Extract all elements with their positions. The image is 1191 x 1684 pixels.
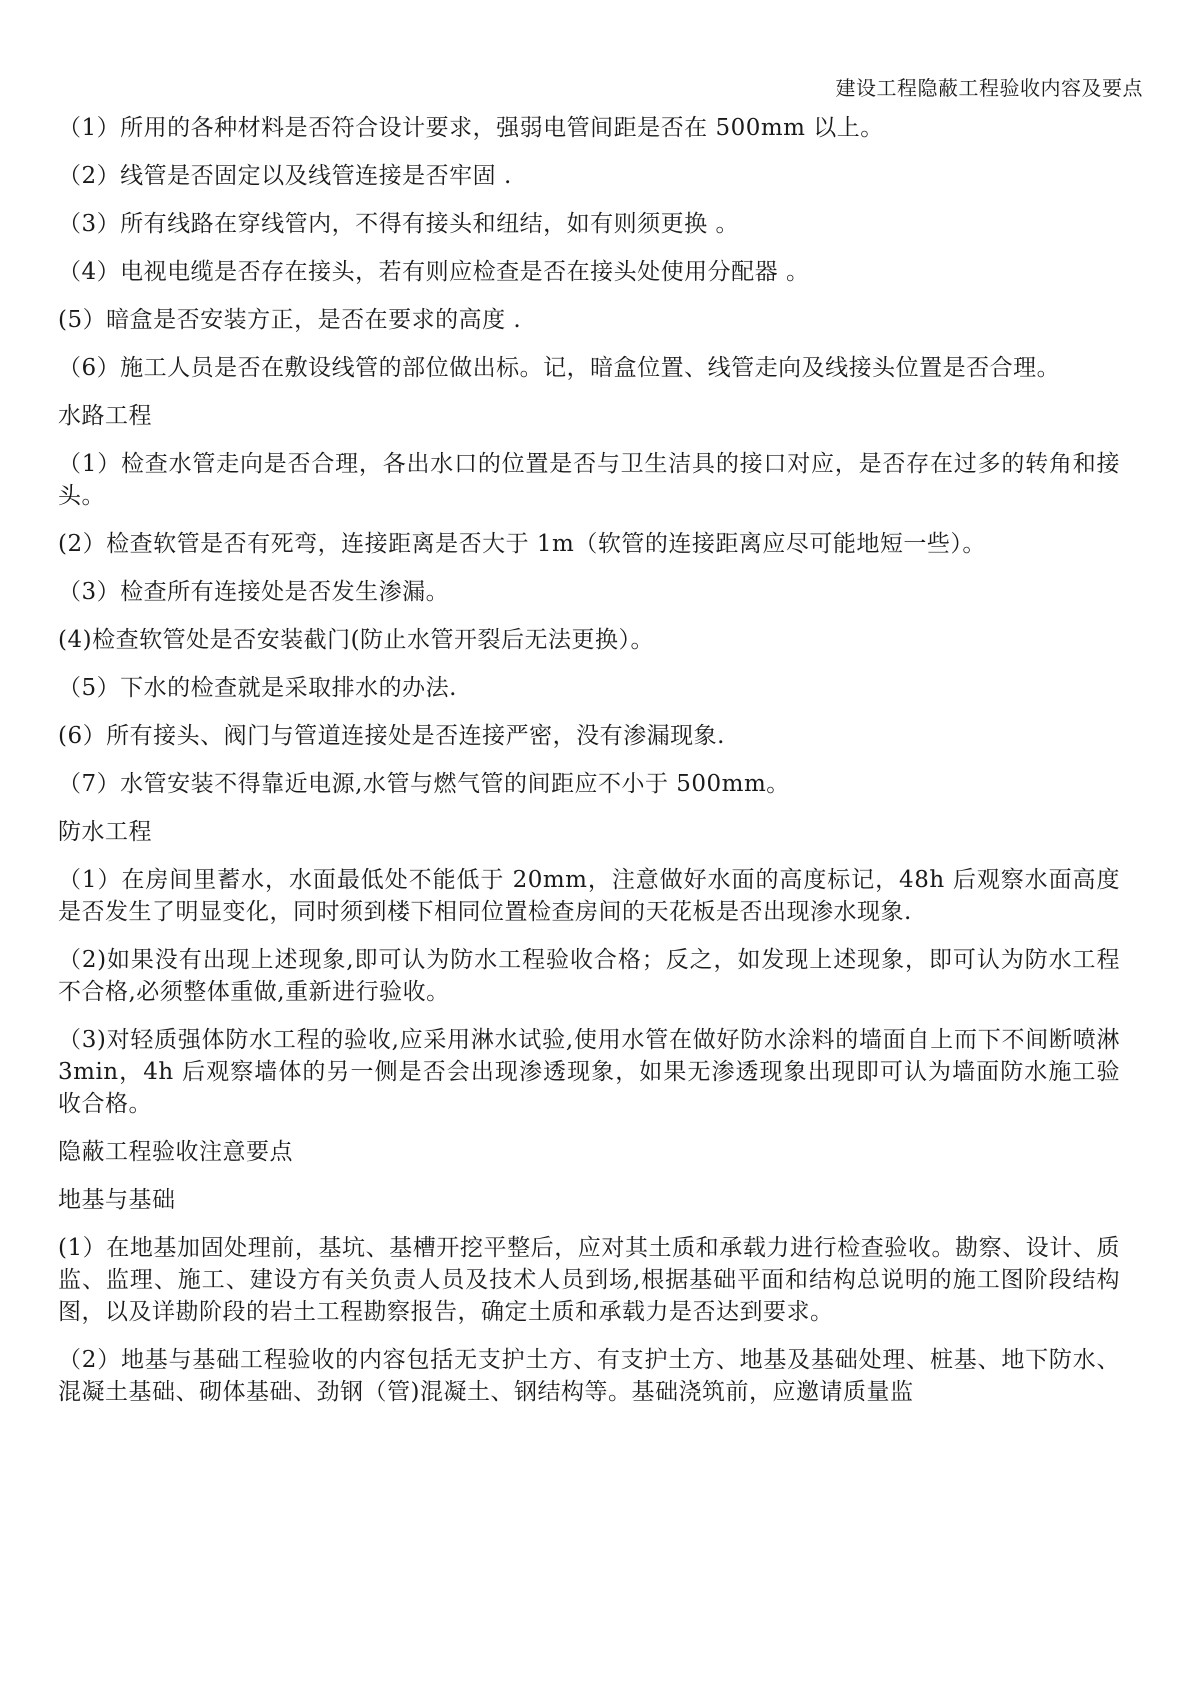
paragraph-plumbing-1: （1）检查水管走向是否合理，各出水口的位置是否与卫生洁具的接口对应，是否存在过多的转角和接头。 [58, 451, 1120, 509]
paragraph-electrical-5: (5）暗盒是否安装方正，是否在要求的高度 . [58, 307, 522, 333]
paragraph-plumbing-7: （7）水管安装不得靠近电源,水管与燃气管的间距应不小于 500mm。 [58, 771, 790, 797]
paragraph-waterproofing-3: （3)对轻质强体防水工程的验收,应采用淋水试验,使用水管在做好防水涂料的墙面自上而下不间断喷淋 3min，4h 后观察墙体的另一侧是否会出现渗透现象，如果无渗透现象出现即可认为墙面防水施工验收合格。 [58, 1027, 1120, 1117]
paragraph-electrical-4: （4）电视电缆是否存在接头，若有则应检查是否在接头处使用分配器 。 [58, 259, 810, 285]
paragraph-plumbing-5: （5）下水的检查就是采取排水的办法. [58, 675, 457, 701]
paragraph-foundation-1: (1）在地基加固处理前，基坑、基槽开挖平整后，应对其土质和承载力进行检查验收。勘察、设计、质监、监理、施工、建设方有关负责人员及技术人员到场,根据基础平面和结构总说明的施工图阶段结构图，以及详勘阶段的岩土工程勘察报告，确定土质和承载力是否达到要求。 [58, 1235, 1120, 1325]
section-heading-foundation: 地基与基础 [58, 1187, 176, 1213]
paragraph-plumbing-2: (2）检查软管是否有死弯，连接距离是否大于 1m（软管的连接距离应尽可能地短一些）。 [58, 531, 986, 557]
section-heading-key-points: 隐蔽工程验收注意要点 [58, 1139, 293, 1165]
paragraph-waterproofing-1: （1）在房间里蓄水，水面最低处不能低于 20mm，注意做好水面的高度标记，48h 后观察水面高度是否发生了明显变化，同时须到楼下相同位置检查房间的天花板是否出现渗水现象. [58, 867, 1120, 925]
section-heading-plumbing: 水路工程 [58, 403, 152, 429]
paragraph-electrical-2: （2）线管是否固定以及线管连接是否牢固 . [58, 163, 512, 189]
paragraph-waterproofing-2: （2)如果没有出现上述现象,即可认为防水工程验收合格；反之，如发现上述现象，即可认为防水工程不合格,必须整体重做,重新进行验收。 [58, 947, 1120, 1005]
paragraph-plumbing-4: (4)检查软管处是否安装截门(防止水管开裂后无法更换）。 [58, 627, 655, 653]
paragraph-electrical-1: （1）所用的各种材料是否符合设计要求，强弱电管间距是否在 500mm 以上。 [58, 115, 884, 141]
section-heading-waterproofing: 防水工程 [58, 819, 152, 845]
document-body [58, 112, 1120, 1424]
paragraph-plumbing-3: （3）检查所有连接处是否发生渗漏。 [58, 579, 450, 605]
document-header: 建设工程隐蔽工程验收内容及要点 [835, 76, 1143, 100]
paragraph-electrical-3: （3）所有线路在穿线管内，不得有接头和纽结，如有则须更换 。 [58, 211, 739, 237]
paragraph-foundation-2: （2）地基与基础工程验收的内容包括无支护土方、有支护土方、地基及基础处理、桩基、地下防水、混凝土基础、砌体基础、劲钢（管)混凝土、钢结构等。基础浇筑前，应邀请质量监 [58, 1347, 1120, 1405]
paragraph-electrical-6: （6）施工人员是否在敷设线管的部位做出标。记，暗盒位置、线管走向及线接头位置是否合理。 [58, 355, 1061, 381]
paragraph-plumbing-6: (6）所有接头、阀门与管道连接处是否连接严密，没有渗漏现象. [58, 723, 725, 749]
